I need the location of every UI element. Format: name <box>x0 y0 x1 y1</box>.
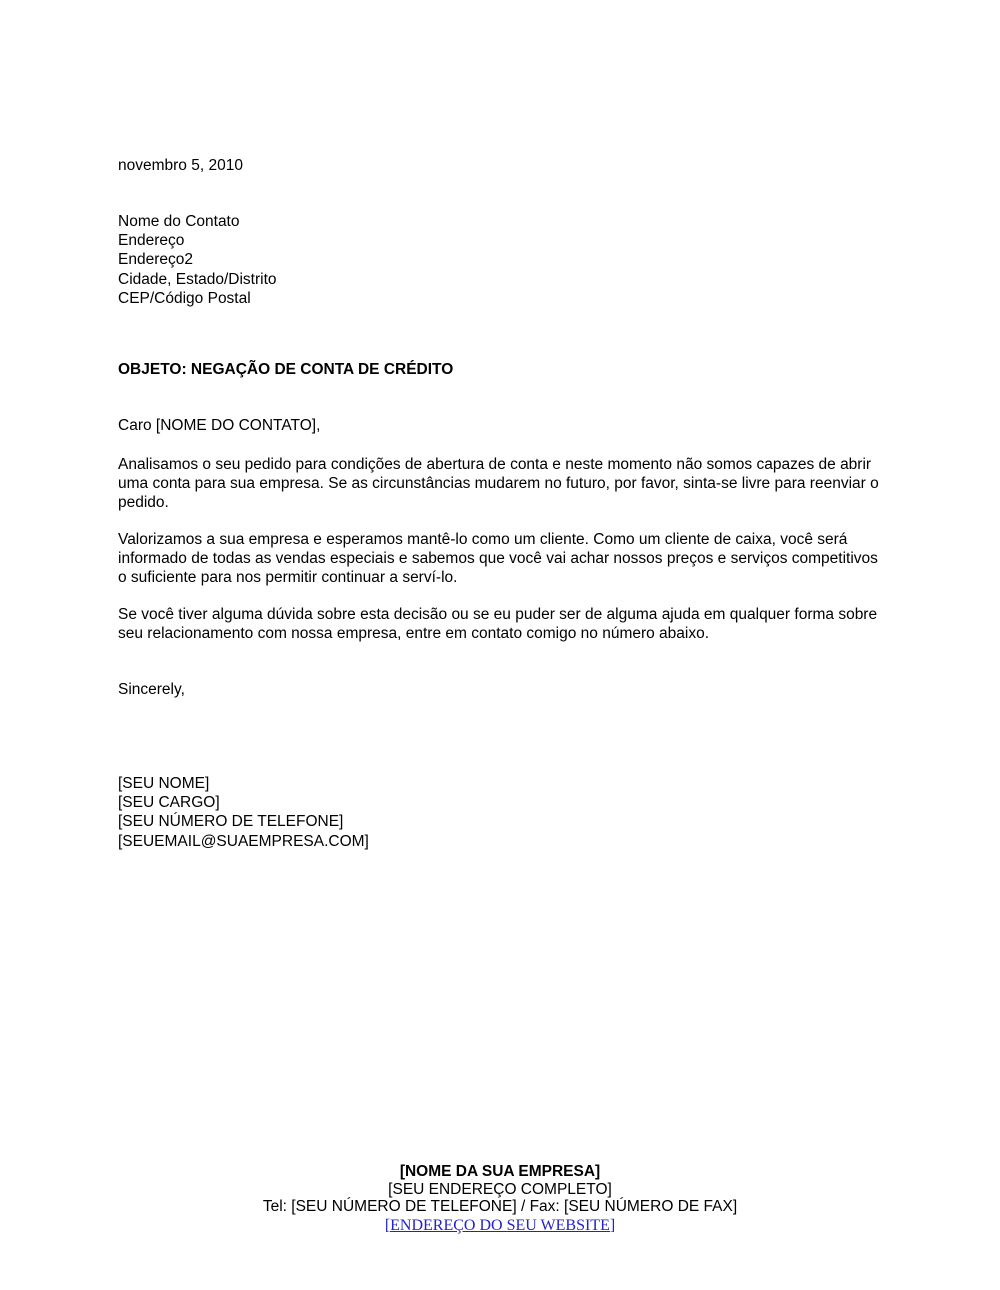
closing-salutation: Sincerely, <box>118 681 185 698</box>
recipient-address-block <box>118 212 277 308</box>
recipient-name: Nome do Contato <box>118 213 240 230</box>
footer-tel-fax: Tel: [SEU NÚMERO DE TELEFONE] / Fax: [SEU NÚMERO DE FAX] <box>262 1198 738 1215</box>
letter-date: novembro 5, 2010 <box>118 157 243 174</box>
recipient-address-line2: Endereço2 <box>118 251 193 269</box>
website-link[interactable]: [ENDEREÇO DO SEU WEBSITE] <box>384 1216 616 1234</box>
signature-name: [SEU NOME] <box>118 775 210 792</box>
body-paragraph-2: Valorizamos a sua empresa e esperamos mantê-lo como um cliente. Como um cliente de caixa, você será informado de todas as vendas especiais e sabemos que você vai achar nossos preços e serviços competitivos o suficiente para nos permitir continuar a serví-lo. <box>118 531 878 587</box>
footer-company-name: [NOME DA SUA EMPRESA] <box>399 1163 601 1180</box>
signature-title: [SEU CARGO] <box>118 794 220 812</box>
recipient-postal-code: CEP/Código Postal <box>118 289 251 307</box>
signature-email: [SEUEMAIL@SUAEMPRESA.COM] <box>118 832 369 850</box>
subject-line: OBJETO: NEGAÇÃO DE CONTA DE CRÉDITO <box>118 361 454 378</box>
footer-website-row <box>0 1217 1000 1235</box>
body-paragraph-3: Se você tiver alguma dúvida sobre esta decisão ou se eu puder ser de alguma ajuda em qualquer forma sobre seu relacionamento com nossa empresa, entre em contato comigo no número abaixo. <box>118 606 878 643</box>
body-paragraph-1: Analisamos o seu pedido para condições de abertura de conta e neste momento não somos capazes de abrir uma conta para sua empresa. Se as circunstâncias mudarem no futuro, por favor, sinta-se livre para reenviar o pedido. <box>118 456 879 512</box>
recipient-address-line1: Endereço <box>118 232 185 250</box>
signature-phone: [SEU NÚMERO DE TELEFONE] <box>118 813 344 831</box>
recipient-city-state: Cidade, Estado/Distrito <box>118 270 277 288</box>
signature-block <box>118 774 369 851</box>
footer-company-address: [SEU ENDEREÇO COMPLETO] <box>388 1180 612 1198</box>
salutation: Caro [NOME DO CONTATO], <box>118 417 321 434</box>
company-footer <box>0 1163 1000 1234</box>
